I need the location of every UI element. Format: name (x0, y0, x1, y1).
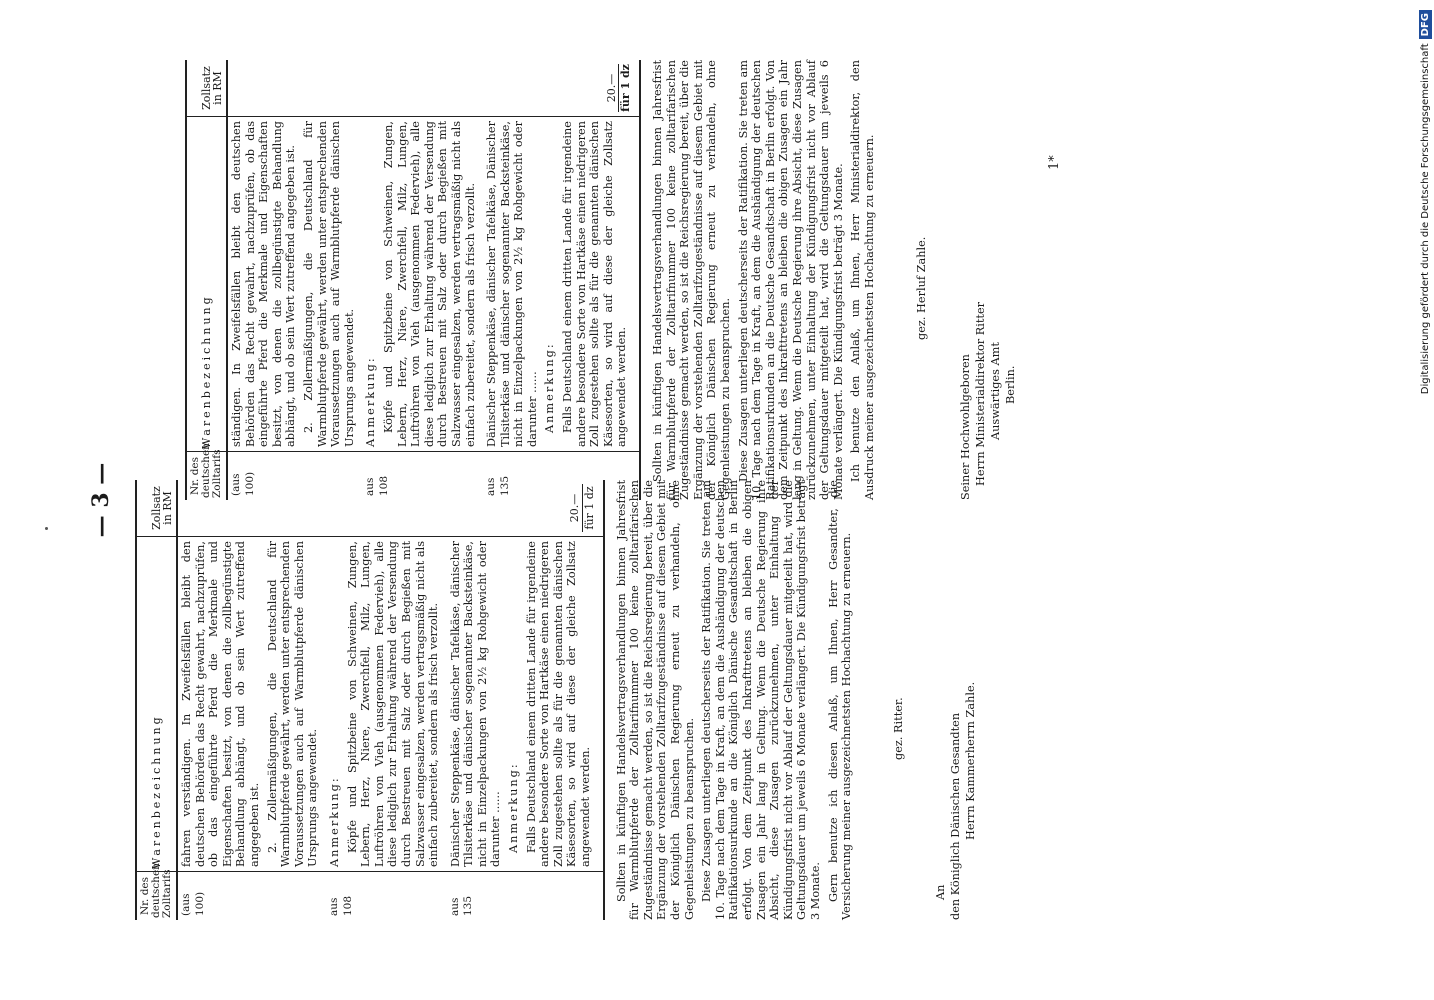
row-text-main: ständigen. In Zweifelsfällen bleibt den deutschen Behörden das Recht gewahrt, nachzuprüfen, ob das eingeführte Pferd die Merkmale und Eigenschaften besitzt, von denen die zollbegünstigte Behandlung abhängt, und ob sein Wert zutreffend angegeben ist. (230, 121, 298, 447)
address-line: Seiner Hochwohlgeboren (959, 354, 973, 500)
right-address (958, 60, 1018, 500)
row-text-main: Dänischer Steppenkäse, dänischer Tafelkäse, Dänischer Tilsiterkäse und dänischer sogenannter Backsteinkäse, nicht in Einzelpackungen von 2½ kg Rohgewicht oder darunter ...... (485, 121, 539, 447)
row-satz (483, 60, 640, 117)
left-body (615, 480, 854, 920)
address-line: Herrn Ministerialdirektor Ritter (974, 301, 988, 486)
row-annotation-label: Anmerkung: (327, 776, 341, 867)
left-tariff-table (135, 480, 605, 920)
left-signature: gez. Ritter. (891, 697, 905, 760)
table-row (177, 480, 326, 920)
table-row (326, 480, 447, 920)
row-text (362, 117, 483, 452)
row-annotation-label: Anmerkung: (543, 342, 557, 433)
row-satz (362, 60, 483, 117)
row-satz (227, 60, 362, 117)
right-signature: gez. Herluf Zahle. (914, 236, 928, 340)
paragraph: Diese Zusagen unterliegen deutscherseits der Ratifikation. Sie treten am 10. Tage nach dem Tage in Kraft, an dem die Aushändigung der deutschen Ratifikationsurkunde an die Königlich Dänische Gesandtschaft in Berlin erfolgt. Von dem Zeitpunkt des Inkrafttretens an bleiben die obigen Zusagen ein Jahr lang in Geltung. Wenn die Deutsche Regierung ihre Absicht, diese Zusagen zurückzunehmen, unter Einhaltung der Kündigungsfrist nicht vor Ablauf der Geltungsdauer mitgeteilt hat, wird die Geltungsdauer um jeweils 6 Monate verlängert. Die Kündigungsfrist beträgt 3 Monate. (700, 480, 822, 920)
row-satz-unit: für 1 dz (583, 486, 597, 530)
row-text-main: Dänischer Steppenkäse, dänischer Tafelkäse, dänischer Tilsiterkäse und dänischer sogenannter Backsteinkäse, nicht in Einzelpackungen von 2½ kg Rohgewicht oder darunter ...... (448, 541, 503, 867)
paragraph: Sollten in künftigen Handelsvertragsverhandlungen binnen Jahresfrist für Warmblutpferde der Zolltarifnummer 100 keine zolltarifarischen Zugeständnisse gemacht werden, so ist die Reichsregierung bereit, über die Ergänzung der vorstehenden Zolltarifzugeständnisse auf diesem Gebiet mit der Königlich Dänischen Regierung erneut zu verhandeln, ohne Gegenleistungen zu beanspruchen. (614, 480, 696, 920)
address-line: Berlin. (1004, 365, 1018, 404)
funding-text: Digitalisierung gefördert durch die Deutsche Forschungsgemeinschaft (1420, 43, 1431, 395)
row-nr: (aus 100) (177, 872, 326, 921)
row-satz-unit: für 1 dz (619, 64, 633, 112)
row-nr: (aus 100) (227, 452, 362, 501)
funding-sidebar (1417, 0, 1434, 1000)
row-nr: aus 135 (483, 452, 640, 501)
address-line: Auswärtiges Amt (989, 342, 1003, 440)
row-text (227, 117, 362, 452)
row-text-second: Falls Deutschland einem dritten Lande für irgendeine andere besondere Sorte von Hartkäse einen niedrigeren Zoll zugestehen sollte als für die genannten dänischen Käsesorten, so wird auf diese der gleiche Zollsatz angewendet werden. (561, 121, 629, 447)
paragraph: Diese Zusagen unterliegen deutscherseits der Ratifikation. Sie treten am 10. Tage nach dem Tage in Kraft, an dem die Aushändigung der deutschen Ratifikationsurkunden an die Deutsche Gesandtschaft in Berlin erfolgt. Von dem Zeitpunkt des Inkrafttretens an bleiben die obigen Zusagen ein Jahr lang in Geltung. Wenn die Deutsche Regierung ihre Absicht, diese Zusagen zurückzunehmen, unter Einhaltung der Kündigungsfrist nicht vor Ablauf der Geltungsdauer mitgeteilt hat, wird die Geltungsdauer um jeweils 6 Monate verlängert. Die Kündigungsfrist beträgt 3 Monate. (736, 60, 845, 500)
row-text (447, 537, 604, 872)
right-column (185, 60, 1062, 500)
header-satz: Zollsatz in RM (136, 480, 177, 537)
row-text-second: 2. Zollermäßigungen, die Deutschland für Warmblutpferde gewährt, werden unter entsprechenden Voraussetzungen auch auf Warmblutpferde dänischen Ursprungs angewendet. (301, 121, 356, 447)
row-nr: aus 135 (447, 872, 604, 921)
recipient-line: den Königlich Dänischen Gesandten (949, 712, 963, 920)
row-text-main: fahren verständigen. In Zweifelsfällen bleibt den deutschen Behörden das Recht gewahrt, nachzuprüfen, ob das eingeführte Pferd die Merkmale und Eigenschaften besitzt, von denen die zollbegünstigte Behandlung abhängt, und ob sein Wert zutreffend angegeben ist. (180, 541, 261, 867)
right-body (651, 60, 877, 500)
scan-speck (45, 527, 48, 530)
row-annotation-label: Anmerkung: (507, 762, 521, 853)
funding-note (1417, 0, 1434, 1000)
row-text-second: Falls Deutschland einem dritten Lande für irgendeine andere besondere Sorte von Hartkäse einen niedrigeren Zoll zugestehen sollte als für die genannten dänischen Käsesorten, so wird auf diese der gleiche Zollsatz angewendet werden. (524, 541, 593, 867)
header-nr: Nr. des deutschen Zolltarifs (186, 452, 227, 501)
header-ware: Warenbezeichnung (186, 117, 227, 452)
row-nr: aus 108 (326, 872, 447, 921)
table-header-row (186, 60, 227, 500)
row-satz-value: 20.— (605, 64, 620, 112)
row-text-main: Köpfe und Spitzbeine von Schweinen, Zungen, Lebern, Herz, Niere, Zwerchfell, Milz, Lungen, Luftröhren von Vieh (ausgenommen Federvieh), alle diese lediglich zur Erhaltung während der Versendung durch Bestreuen mit Salz oder durch Begießen mit Salzwasser eingesalzen, werden vertragsmäßig nicht als einfach zubereitet, sondern als frisch verzollt. (345, 541, 441, 867)
right-tariff-table (185, 60, 641, 500)
table-header-row (136, 480, 177, 920)
dfg-logo: DFG (1419, 10, 1432, 39)
signature-mark: 1* (1047, 155, 1063, 170)
row-text (326, 537, 447, 872)
table-row (227, 60, 362, 500)
left-column (135, 480, 978, 920)
row-text (177, 537, 326, 872)
row-text-second: 2. Zollermäßigungen, die Deutschland für Warmblutpferde gewährt, werden unter entsprechenden Voraussetzungen auch auf Warmblutpferde dänischen Ursprungs angewendet. (265, 541, 320, 867)
header-nr: Nr. des deutschen Zolltarifs (136, 872, 177, 921)
table-row (362, 60, 483, 500)
table-row (447, 480, 604, 920)
table-row (483, 60, 640, 500)
paragraph: Ich benutze den Anlaß, um Ihnen, Herr Ministerialdirektor, den Ausdruck meiner ausgezeichnetsten Hochachtung zu erneuern. (849, 60, 876, 500)
row-annotation-label: Anmerkung: (364, 356, 378, 447)
row-satz-value: 20.— (568, 484, 583, 532)
row-text (483, 117, 640, 452)
recipient-line: Herrn Kammerherrn Zahle. (964, 681, 978, 840)
header-ware: Warenbezeichnung (136, 537, 177, 872)
page-number: — 3 — (88, 462, 114, 538)
recipient-line: An (934, 884, 948, 900)
paragraph: Gern benutze ich diesen Anlaß, um Ihnen, Herr Gesandter, die Versicherung meiner ausgezeichnetsten Hochachtung zu erneuern. (826, 480, 854, 920)
row-text-main: Köpfe und Spitzbeine von Schweinen, Zungen, Lebern, Herz, Niere, Zwerchfell, Milz, Lungen, Luftröhren von Vieh (ausgenommen Federvieh), alle diese lediglich zur Erhaltung während der Versendung durch Bestreuen mit Salz oder durch Begießen mit Salzwasser eingesalzen, werden vertragsmäßig nicht als einfach zubereitet, sondern als frisch verzollt. (381, 121, 477, 447)
left-recipient (933, 480, 978, 920)
paragraph: Sollten in künftigen Handelsvertragsverhandlungen binnen Jahresfrist für Warmblutpferde der Zolltarifnummer 100 keine zolltarifarischen Zugeständnisse gemacht werden, so ist die Reichsregierung bereit, über die Ergänzung der vorstehenden Zolltarifzugeständnisse auf diesem Gebiet mit der Königlich Dänischen Regierung erneut zu verhandeln, ohne Gegenleistungen zu beanspruchen. (651, 60, 732, 500)
header-satz: Zollsatz in RM (186, 60, 227, 117)
row-nr: aus 108 (362, 452, 483, 501)
